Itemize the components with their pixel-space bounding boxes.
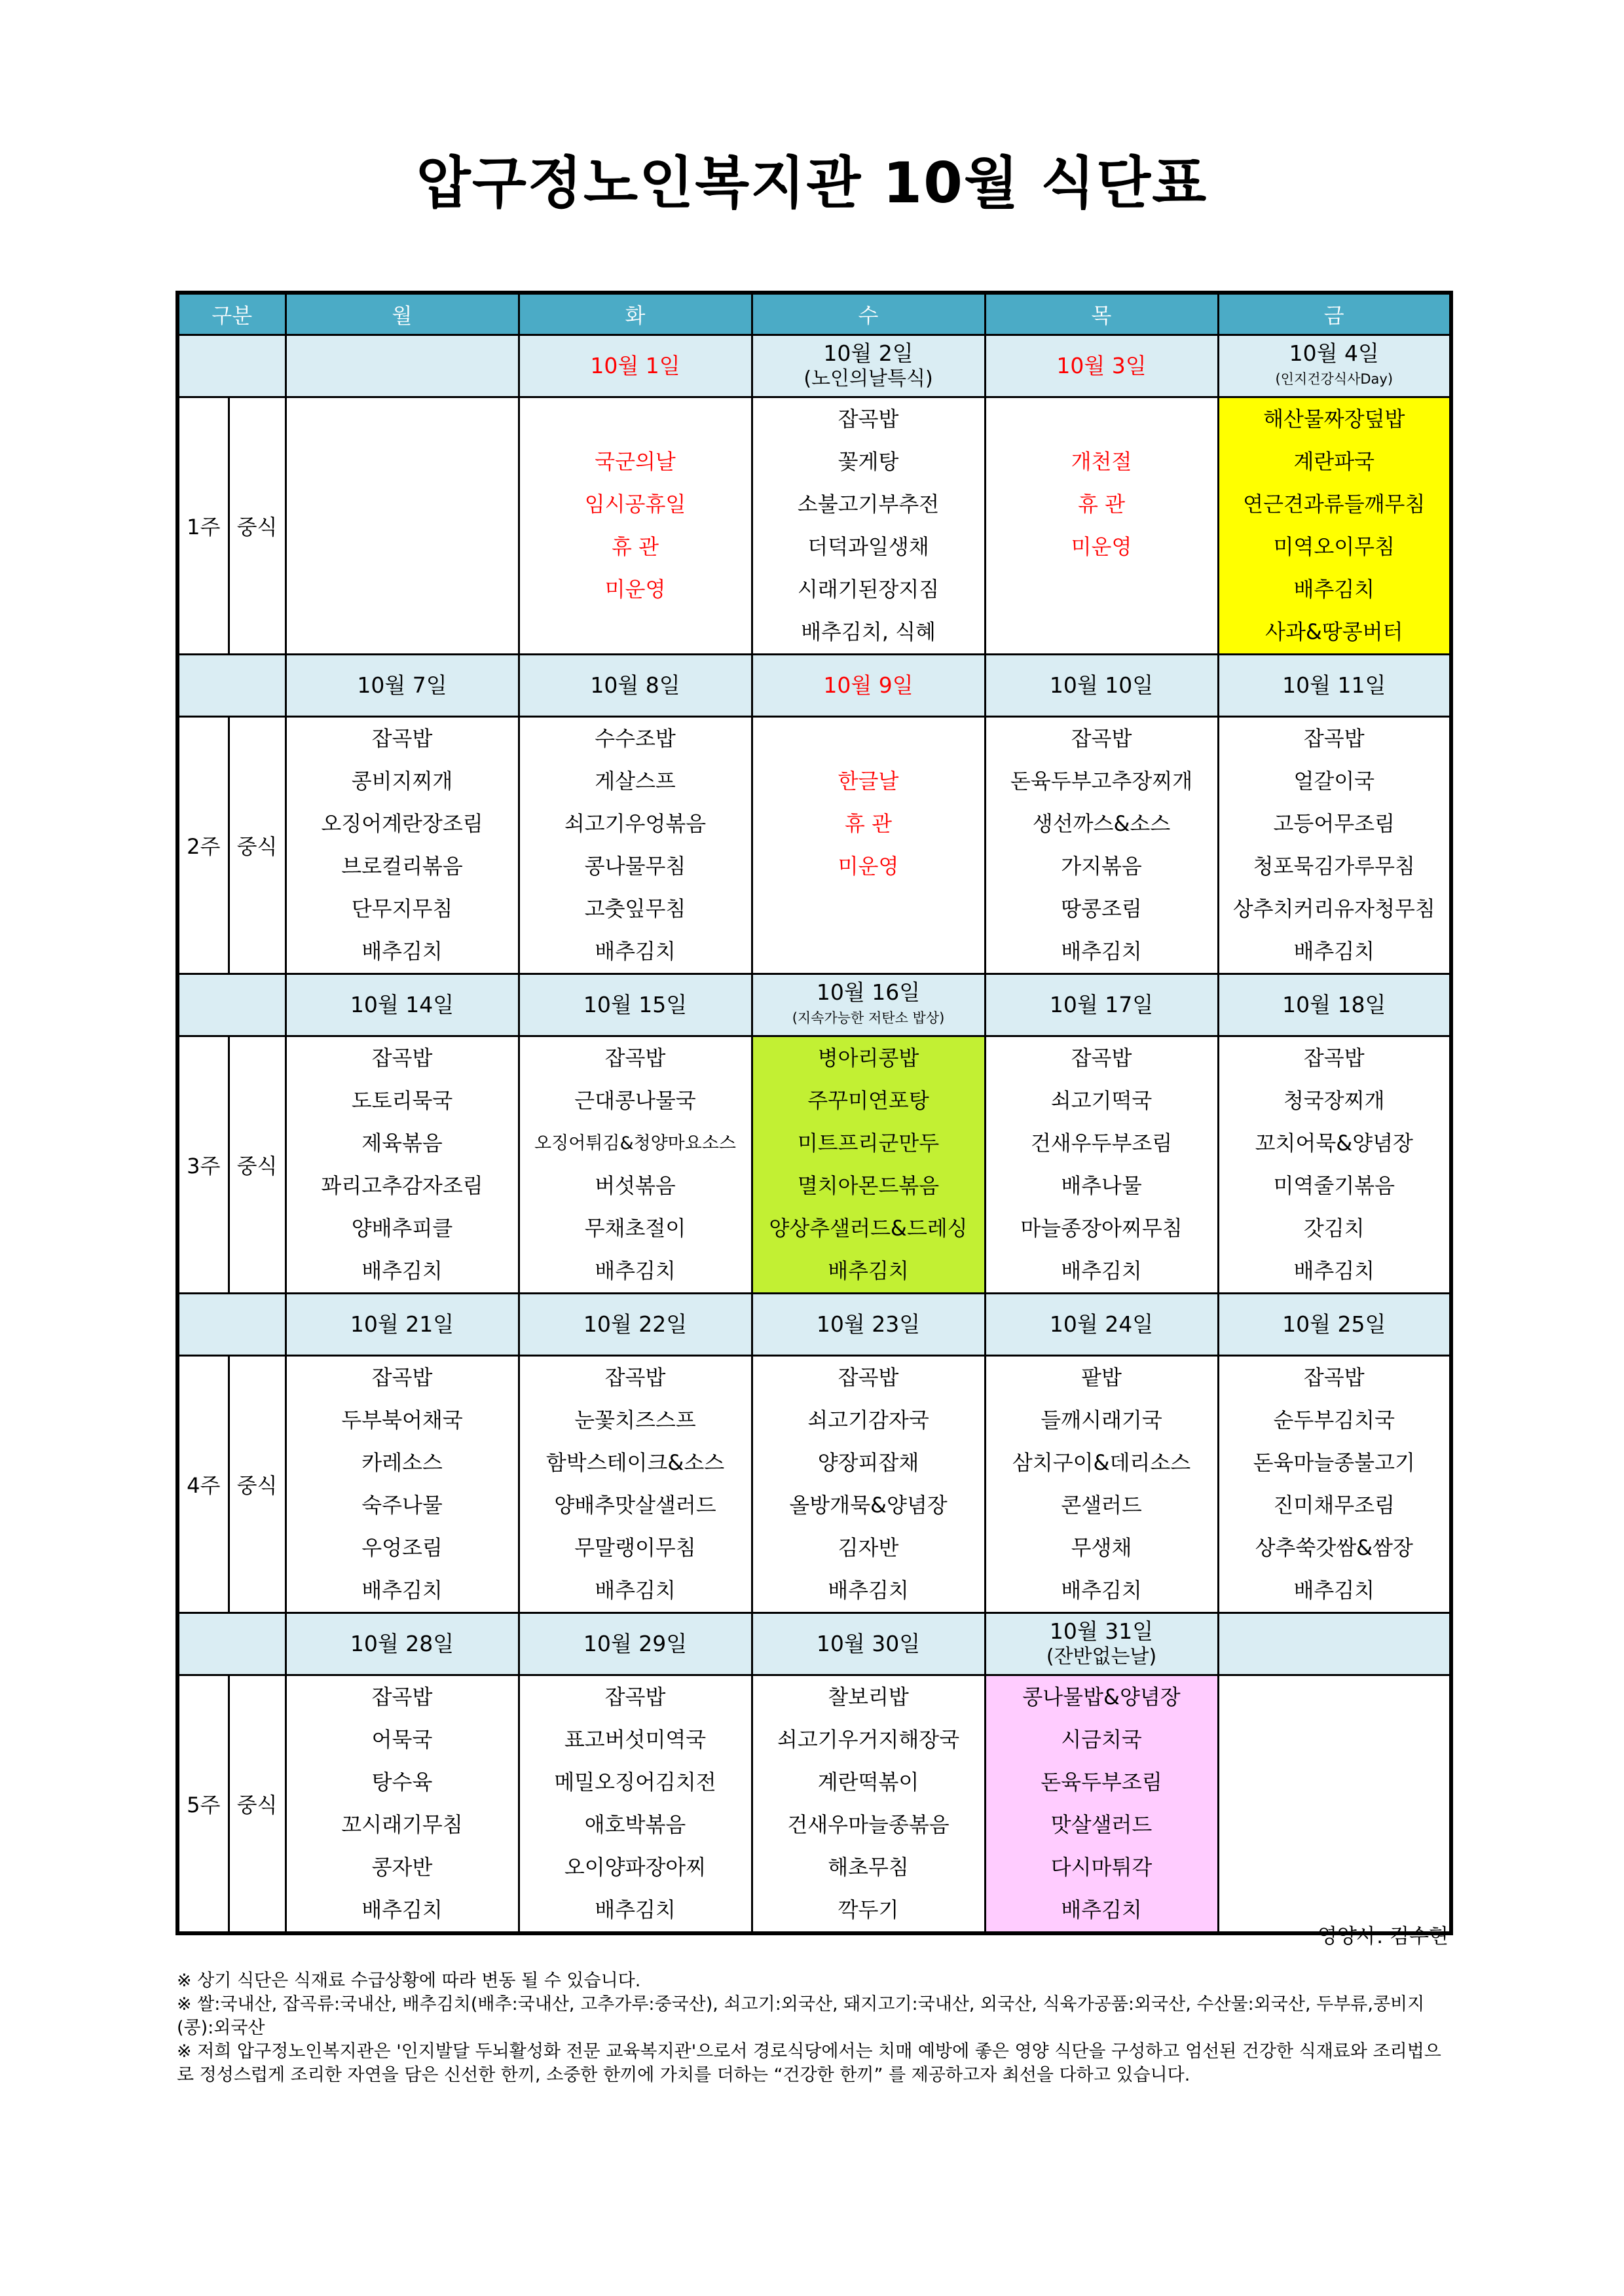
menu-item: 미역오이무침 [1273,534,1395,559]
menu-cell [985,1356,1218,1613]
date-label: 10월 1일 [590,353,680,378]
date-row-blank [177,1613,286,1675]
menu-item: 잡곡밥 [604,1365,666,1390]
menu-item [753,888,984,930]
date-label: 10월 9일 [823,672,913,698]
menu-item: 임시공휴일 [584,492,686,517]
menu-item: 미운영 [604,577,666,602]
menu-item [520,398,751,441]
dietitian-credit: 영양사: 김수현 [1318,1925,1449,1948]
menu-item: 병아리콩밥 [817,1046,919,1070]
date-row-week-4 [177,1294,1451,1356]
date-label: 10월 8일 [590,672,680,698]
menu-item-list [520,1357,751,1612]
footnote-supply: ※ 상기 식단은 식재료 수급상황에 따라 변동 될 수 있습니다. [177,1971,641,1991]
date-label: 10월 16일 [816,979,921,1005]
date-row-blank [177,655,286,717]
week-label: 4주 [177,1356,229,1613]
menu-item: 사과&땅콩버터 [1265,619,1403,644]
menu-item: 무말랭이무침 [574,1535,696,1560]
menu-item: 배추김치 [595,1258,676,1283]
menu-item: 찰보리밥 [828,1685,909,1709]
menu-item: 청포묵김가루무침 [1253,854,1415,879]
menu-item: 마늘종장아찌무침 [1020,1216,1183,1241]
menu-item: 깍두기 [838,1897,899,1922]
menu-item: 국군의날 [595,449,676,474]
date-label: 10월 29일 [583,1631,688,1656]
date-cell [519,1613,752,1675]
menu-item-list [287,718,518,973]
menu-item: 배추김치 [1293,939,1375,964]
date-label: 10월 28일 [350,1631,454,1656]
menu-row-week-2 [177,717,1451,974]
menu-item-list [520,1676,751,1931]
menu-item: 콘샐러드 [1061,1493,1142,1518]
menu-item [986,611,1217,653]
date-row-week-5 [177,1613,1451,1675]
menu-item-list [287,1037,518,1292]
menu-item: 오이양파장아찌 [564,1855,707,1880]
menu-item-list [986,1357,1217,1612]
header-day-mon: 월 [286,293,519,335]
header-day-thu: 목 [985,293,1218,335]
week-label: 5주 [177,1675,229,1934]
date-cell [286,1613,519,1675]
date-cell [752,335,985,397]
menu-row-week-4 [177,1356,1451,1613]
menu-item: 잡곡밥 [838,407,899,431]
menu-item: 더덕과일생채 [807,534,929,559]
menu-item: 배추김치 [595,1897,676,1922]
menu-item: 배추김치 [361,1578,443,1603]
menu-item: 꽈리고추감자조림 [321,1173,483,1198]
menu-item: 배추나물 [1061,1173,1142,1198]
menu-item: 주꾸미연포탕 [807,1088,929,1113]
menu-item: 진미채무조림 [1273,1493,1395,1518]
menu-item-list [753,1037,984,1292]
menu-item: 무생채 [1071,1535,1132,1560]
menu-item: 배추김치 [1293,577,1375,602]
meal-label: 중식 [229,397,286,655]
date-cell [752,655,985,717]
menu-item: 삼치구이&데리소스 [1012,1450,1191,1475]
menu-cell [1218,1356,1451,1613]
menu-item: 배추김치 [1293,1578,1375,1603]
week-label: 3주 [177,1036,229,1294]
date-cell [1218,335,1451,397]
menu-item: 버섯볶음 [595,1173,676,1198]
menu-item: 순두부김치국 [1273,1408,1395,1432]
menu-item: 잡곡밥 [371,1685,433,1709]
menu-item: 두부북어채국 [341,1408,463,1432]
menu-cell [985,1675,1218,1934]
menu-row-week-3 [177,1036,1451,1294]
menu-item: 배추김치 [828,1258,909,1283]
menu-item: 수수조밥 [595,726,676,751]
date-cell [286,974,519,1036]
footnotes [177,1969,1454,2087]
menu-item: 배추김치 [1061,1258,1142,1283]
menu-cell [752,1675,985,1934]
week-label: 2주 [177,717,229,974]
menu-item: 올방개묵&양념장 [789,1493,948,1518]
date-cell [519,655,752,717]
menu-item: 상추쑥갓쌈&쌈장 [1255,1535,1413,1560]
menu-item: 양상추샐러드&드레싱 [769,1216,968,1241]
menu-item: 팥밥 [1081,1365,1122,1390]
date-row-blank [177,1294,286,1356]
menu-item: 잡곡밥 [838,1365,899,1390]
menu-item-list [1219,1357,1450,1612]
menu-item: 미운영 [838,854,899,879]
menu-item [753,718,984,760]
menu-item [986,568,1217,611]
menu-item: 무채초절이 [584,1216,686,1241]
menu-cell [1218,717,1451,974]
menu-item: 미운영 [1071,534,1132,559]
menu-item-list [753,398,984,653]
date-row-week-2 [177,655,1451,717]
date-cell [985,974,1218,1036]
menu-item: 잡곡밥 [604,1046,666,1070]
menu-item: 계란파국 [1293,449,1375,474]
menu-item: 시금치국 [1061,1727,1142,1752]
menu-item-list [520,1037,751,1292]
menu-item: 땅콩조림 [1061,896,1142,921]
menu-cell [519,1356,752,1613]
date-cell [985,1294,1218,1356]
date-event-note: (잔반없는날) [1046,1645,1157,1668]
meal-label: 중식 [229,717,286,974]
menu-item [986,398,1217,441]
footnote-origin: ※ 쌀:국내산, 잡곡류:국내산, 배추김치(배추:국내산, 고추가루:중국산), 쇠고기:외국산, 돼지고기:국내산, 외국산, 식육가공품:외국산, 수산물:외국산, 두부류,콩비지(콩):외국산 [177,1994,1425,2038]
menu-cell [1218,397,1451,655]
menu-item: 배추김치 [1061,1897,1142,1922]
menu-item: 잡곡밥 [604,1685,666,1709]
menu-cell [286,397,519,655]
menu-item: 오징어계란장조림 [321,811,483,836]
menu-item: 돈육두부조림 [1041,1770,1162,1795]
date-cell [286,335,519,397]
menu-item: 멸치아몬드볶음 [797,1173,940,1198]
menu-item: 고등어무조림 [1273,811,1395,836]
menu-table [175,291,1453,1935]
menu-item-list [1219,398,1450,653]
menu-item: 양장피잡채 [817,1450,919,1475]
menu-item: 꼬치어묵&양념장 [1255,1131,1413,1156]
menu-cell [1218,1036,1451,1294]
menu-item: 콩비지찌개 [351,769,453,793]
menu-cell [985,717,1218,974]
menu-item: 메밀오징어김치전 [554,1770,716,1795]
date-cell [286,655,519,717]
date-cell [286,1294,519,1356]
date-label: 10월 22일 [583,1311,688,1337]
menu-item: 콩나물밥&양념장 [1022,1685,1181,1709]
date-row-blank [177,335,286,397]
date-label: 10월 3일 [1056,353,1147,378]
header-day-fri: 금 [1218,293,1451,335]
menu-item: 배추김치 [1061,939,1142,964]
date-cell [519,974,752,1036]
menu-item: 얼갈이국 [1293,769,1375,793]
date-cell [1218,1294,1451,1356]
menu-item: 숙주나물 [361,1493,443,1518]
menu-item: 계란떡볶이 [817,1770,919,1795]
menu-item-list [287,1676,518,1931]
menu-item: 다시마튀각 [1050,1855,1153,1880]
menu-item: 함박스테이크&소스 [545,1450,725,1475]
menu-item: 시래기된장지짐 [797,577,940,602]
menu-item: 배추김치 [361,939,443,964]
date-label: 10월 30일 [816,1631,921,1656]
date-label: 10월 2일 [823,340,913,366]
date-label: 10월 23일 [816,1311,921,1337]
menu-item: 한글날 [838,769,899,793]
date-label: 10월 11일 [1282,672,1386,698]
meal-label: 중식 [229,1356,286,1613]
menu-cell [519,717,752,974]
menu-item: 단무지무침 [351,896,453,921]
menu-cell [752,397,985,655]
date-label: 10월 14일 [350,992,454,1017]
date-cell [1218,974,1451,1036]
menu-item: 배추김치 [1061,1578,1142,1603]
menu-item: 쇠고기떡국 [1050,1088,1153,1113]
menu-item-list [753,718,984,973]
menu-cell [752,717,985,974]
menu-item: 잡곡밥 [1303,1365,1365,1390]
header-category: 구분 [177,293,286,335]
date-cell [985,1613,1218,1675]
menu-item: 휴 관 [845,811,893,836]
menu-item: 양배추맛살샐러드 [554,1493,716,1518]
menu-item: 개천절 [1071,449,1132,474]
date-row-week-3 [177,974,1451,1036]
menu-item: 표고버섯미역국 [564,1727,707,1752]
menu-item: 우엉조림 [361,1535,443,1560]
date-cell [519,335,752,397]
menu-item: 잡곡밥 [1303,726,1365,751]
date-label: 10월 15일 [583,992,688,1017]
menu-item: 탕수육 [371,1770,433,1795]
footnote-mission: ※ 저희 압구정노인복지관은 '인지발달 두뇌활성화 전문 교육복지관'으로서 경로식당에서는 치매 예방에 좋은 영양 식단을 구성하고 엄선된 건강한 식재료와 조리법으로 정성스럽게 조리한 자연을 담은 신선한 한끼, 소중한 한끼에 가치를 더하는 “건강한 한끼” 를 제공하고자 최선을 다하고 있습니다. [177,2041,1441,2085]
date-cell [1218,655,1451,717]
menu-item: 연근견과류들깨무침 [1243,492,1426,517]
menu-item: 콩나물무침 [584,854,686,879]
menu-item-list [753,1676,984,1931]
menu-row-week-5 [177,1675,1451,1934]
menu-item-list [1219,1037,1450,1292]
menu-item: 잡곡밥 [371,1046,433,1070]
menu-item: 청국장찌개 [1283,1088,1385,1113]
menu-item: 건새우마늘종볶음 [787,1812,950,1837]
menu-item: 쇠고기감자국 [807,1408,929,1432]
menu-item-list [287,1357,518,1612]
meal-label: 중식 [229,1675,286,1934]
menu-item [753,930,984,973]
date-event-note: (지속가능한 저탄소 밥상) [792,1010,945,1026]
menu-item-list [986,1037,1217,1292]
menu-item: 배추김치 [361,1258,443,1283]
header-day-wed: 수 [752,293,985,335]
menu-item: 브로컬리볶음 [341,854,463,879]
menu-item-list [986,398,1217,653]
menu-item: 배추김치 [595,1578,676,1603]
menu-item: 잡곡밥 [1303,1046,1365,1070]
date-cell [752,1294,985,1356]
menu-item: 배추김치 [361,1897,443,1922]
date-row-week-1 [177,335,1451,397]
date-label: 10월 4일 [1289,340,1379,366]
menu-item: 꼬시래기무침 [341,1812,463,1837]
menu-item-list [753,1357,984,1612]
menu-item: 눈꽃치즈스프 [574,1408,696,1432]
menu-item: 미트프리군만두 [797,1131,940,1156]
menu-cell [286,1036,519,1294]
menu-cell [985,397,1218,655]
menu-item: 해산물짜장덮밥 [1263,407,1405,431]
date-label: 10월 24일 [1049,1311,1154,1337]
menu-item [520,611,751,653]
menu-cell [286,717,519,974]
menu-cell [519,1675,752,1934]
menu-item: 제육볶음 [361,1131,443,1156]
menu-item: 소불고기부추전 [797,492,940,517]
menu-item: 맛살샐러드 [1050,1812,1153,1837]
menu-item: 잡곡밥 [371,1365,433,1390]
menu-cell [286,1356,519,1613]
menu-item: 돈육두부고추장찌개 [1010,769,1193,793]
menu-item: 건새우두부조림 [1030,1131,1173,1156]
menu-item: 애호박볶음 [584,1812,686,1837]
menu-item: 김자반 [838,1535,899,1560]
menu-item: 근대콩나물국 [574,1088,696,1113]
menu-item: 휴 관 [1078,492,1126,517]
menu-row-week-1 [177,397,1451,655]
menu-cell [752,1356,985,1613]
header-row [177,293,1451,335]
menu-cell [1218,1675,1451,1934]
menu-cell [985,1036,1218,1294]
menu-item: 생선까스&소스 [1032,811,1171,836]
menu-item: 미역줄기볶음 [1273,1173,1395,1198]
menu-item: 갓김치 [1303,1216,1365,1241]
meal-label: 중식 [229,1036,286,1294]
menu-item: 꽃게탕 [838,449,899,474]
menu-item: 가지볶음 [1061,854,1142,879]
menu-item: 배추김치 [595,939,676,964]
menu-item: 배추김치, 식혜 [801,619,936,644]
menu-item: 도토리묵국 [351,1088,453,1113]
menu-item: 카레소스 [361,1450,443,1475]
date-cell [519,1294,752,1356]
date-label: 10월 25일 [1282,1311,1386,1337]
menu-item: 잡곡밥 [371,726,433,751]
date-cell [1218,1613,1451,1675]
menu-item: 어묵국 [371,1727,433,1752]
menu-item: 콩자반 [371,1855,433,1880]
menu-item: 쇠고기우거지해장국 [777,1727,960,1752]
date-event-note: (인지건강식사Day) [1275,371,1393,387]
date-label: 10월 21일 [350,1311,454,1337]
date-cell [752,974,985,1036]
menu-item: 게살스프 [595,769,676,793]
date-cell [752,1613,985,1675]
menu-item: 상추치커리유자청무침 [1232,896,1435,921]
date-row-blank [177,974,286,1036]
menu-item-list [1219,718,1450,973]
menu-item: 양배추피클 [351,1216,453,1241]
menu-cell [286,1675,519,1934]
menu-item: 해초무침 [828,1855,909,1880]
menu-cell [519,397,752,655]
page-title: 압구정노인복지관 10월 식단표 [416,151,1208,216]
date-cell [985,335,1218,397]
menu-item: 쇠고기우엉볶음 [564,811,707,836]
menu-item: 돈육마늘종불고기 [1253,1450,1415,1475]
menu-item: 휴 관 [612,534,659,559]
menu-item-list [986,1676,1217,1931]
menu-item: 배추김치 [1293,1258,1375,1283]
date-label: 10월 31일 [1049,1618,1154,1644]
header-day-tue: 화 [519,293,752,335]
menu-item: 잡곡밥 [1071,726,1132,751]
menu-cell [519,1036,752,1294]
menu-item: 고춧잎무침 [584,896,686,921]
date-label: 10월 18일 [1282,992,1386,1017]
menu-item-list [520,398,751,653]
menu-item: 오징어튀김&청양마요소스 [534,1133,736,1154]
date-label: 10월 10일 [1049,672,1154,698]
date-cell [985,655,1218,717]
menu-item: 들깨시래기국 [1041,1408,1162,1432]
menu-cell [752,1036,985,1294]
date-label: 10월 17일 [1049,992,1154,1017]
week-label: 1주 [177,397,229,655]
menu-item-list [520,718,751,973]
menu-item: 잡곡밥 [1071,1046,1132,1070]
menu-item-list [986,718,1217,973]
date-event-note: (노인의날특식) [803,367,933,390]
menu-item: 배추김치 [828,1578,909,1603]
date-label: 10월 7일 [357,672,447,698]
